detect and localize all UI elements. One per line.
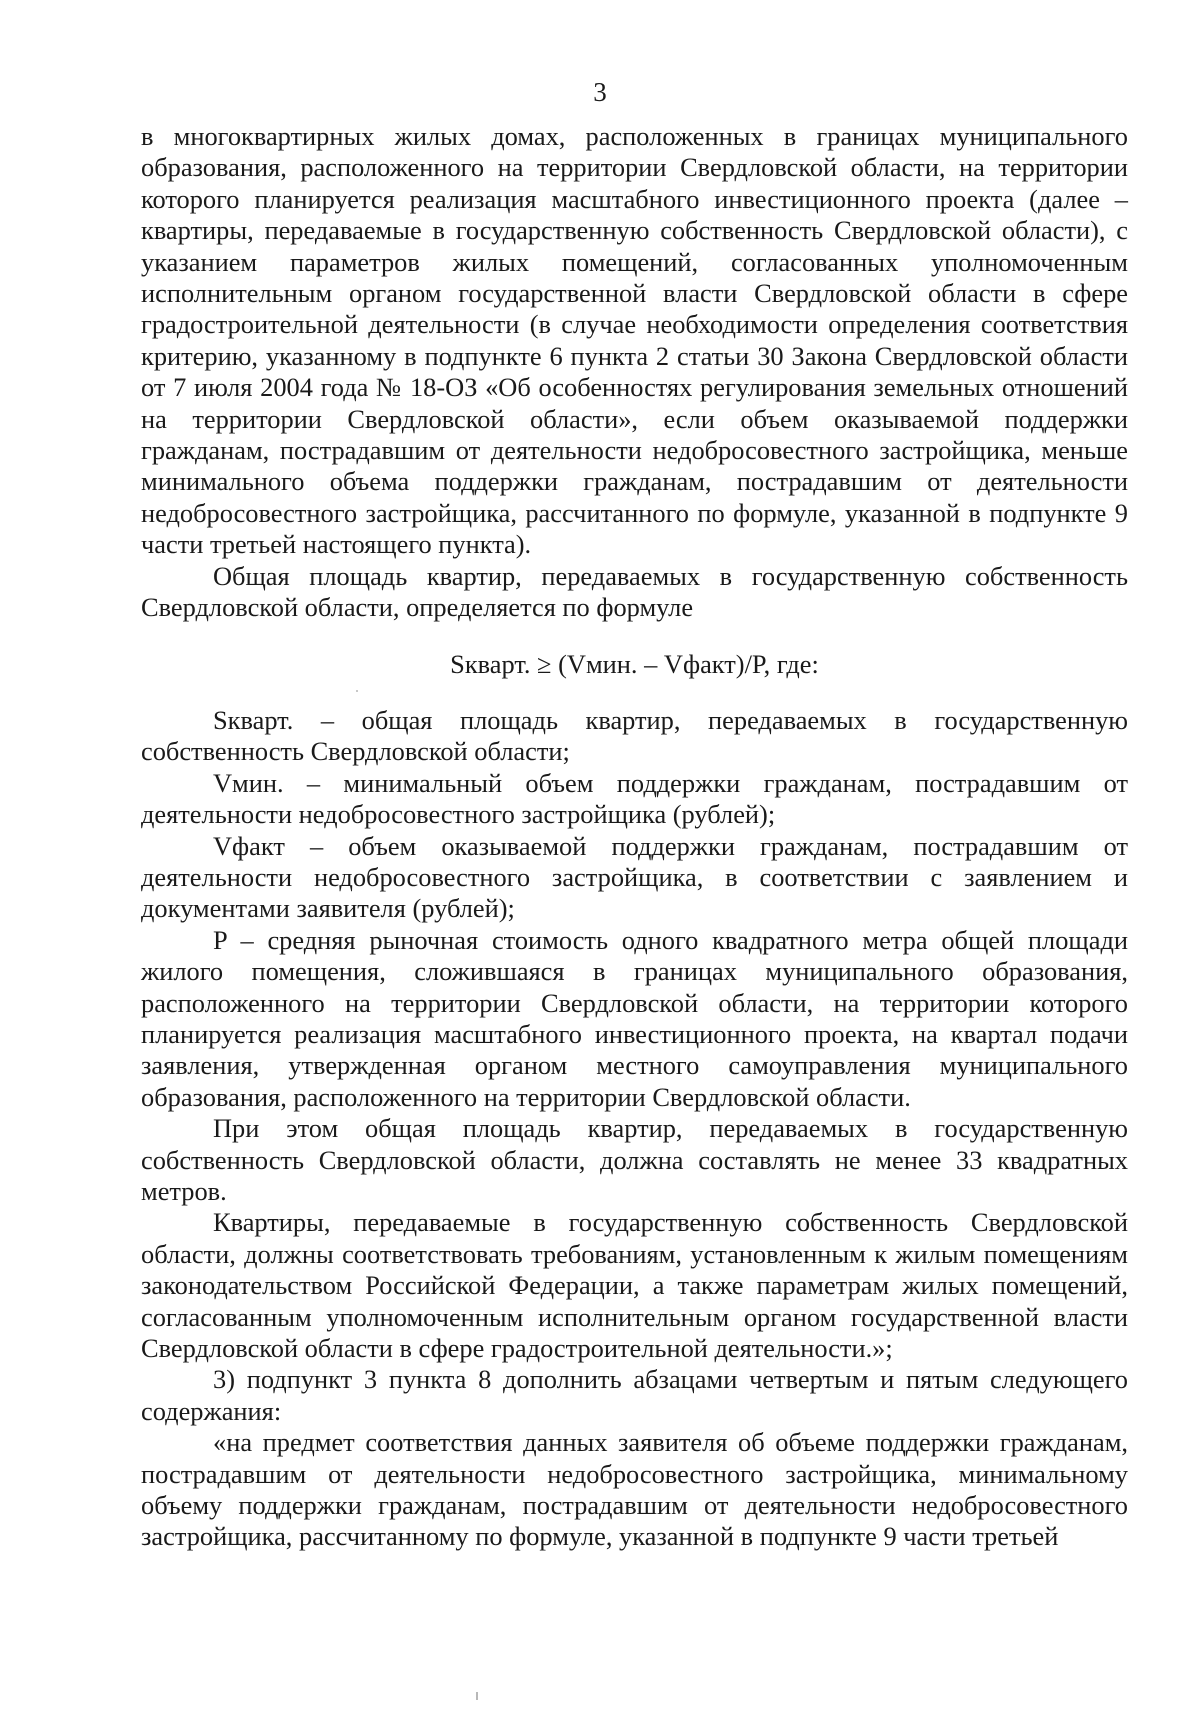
- document-body: [141, 121, 1128, 1553]
- paragraph-area-formula-intro: Общая площадь квартир, передаваемых в государственную собственность Свердловской области, определяется по формуле: [141, 560, 1128, 623]
- paragraph-definition-vfact: Vфакт – объем оказываемой поддержки гражданам, пострадавшим от деятельности недобросовестного застройщика, в соответствии с заявлением и документами заявителя (рублей);: [141, 830, 1128, 924]
- page-number: 3: [593, 77, 607, 107]
- paragraph-item-3: 3) подпункт 3 пункта 8 дополнить абзацами четвертым и пятым следующего содержания:: [141, 1364, 1128, 1426]
- paragraph-definition-s: Sкварт. – общая площадь квартир, передаваемых в государственную собственность Свердловской области;: [141, 704, 1128, 767]
- scan-artifact: [356, 690, 358, 692]
- paragraph-quoted-amendment: «на предмет соответствия данных заявителя об объеме поддержки гражданам, пострадавшим от деятельности недобросовестного застройщика, минимальному объему поддержки гражданам, пострадавшим от деятельности недобросовестного застройщика, рассчитанному по формуле, указанной в подпункте 9 части третьей: [141, 1427, 1128, 1552]
- paragraph-definition-p: P – средняя рыночная стоимость одного квадратного метра общей площади жилого помещения, сложившаяся в границах муниципального образования, расположенного на территории Свердловской области, на территории которого планируется реализация масштабного инвестиционного проекта, на квартал подачи заявления, утвержденная органом местного самоуправления муниципального образования, расположенного на территории Свердловской области.: [141, 924, 1128, 1112]
- paragraph-apartment-requirements: Квартиры, передаваемые в государственную собственность Свердловской области, должны соответствовать требованиям, установленным к жилым помещениям законодательством Российской Федерации, а также параметрам жилых помещений, согласованным уполномоченным исполнительным органом государственной власти Свердловской области в сфере градостроительной деятельности.»;: [141, 1207, 1128, 1364]
- paragraph-apartments-description: в многоквартирных жилых домах, расположенных в границах муниципального образования, расположенного на территории Свердловской области, на территории которого планируется реализация масштабного инвестиционного проекта (далее – квартиры, передаваемые в государственную собственность Свердловской области), с указанием параметров жилых помещений, согласованных уполномоченным исполнительным органом государственной власти Свердловской области в сфере градостроительной деятельности (в случае необходимости определения соответствия критерию, указанному в подпункте 6 пункта 2 статьи 30 Закона Свердловской области от 7 июля 2004 года № 18-ОЗ «Об особенностях регулирования земельных отношений на территории Свердловской области», если объем оказываемой поддержки гражданам, пострадавшим от деятельности недобросовестного застройщика, меньше минимального объема поддержки гражданам, пострадавшим от деятельности недобросовестного застройщика, рассчитанного по формуле, указанной в подпункте 9 части третьей настоящего пункта).: [141, 121, 1128, 560]
- scan-artifact: [476, 1692, 478, 1700]
- paragraph-minimum-area: При этом общая площадь квартир, передаваемых в государственную собственность Свердловской области, должна составлять не менее 33 квадратных метров.: [141, 1113, 1128, 1206]
- paragraph-definition-vmin: Vмин. – минимальный объем поддержки гражданам, пострадавшим от деятельности недобросовестного застройщика (рублей);: [141, 767, 1128, 830]
- area-formula: Sкварт. ≥ (Vмин. – Vфакт)/P, где:: [450, 648, 819, 679]
